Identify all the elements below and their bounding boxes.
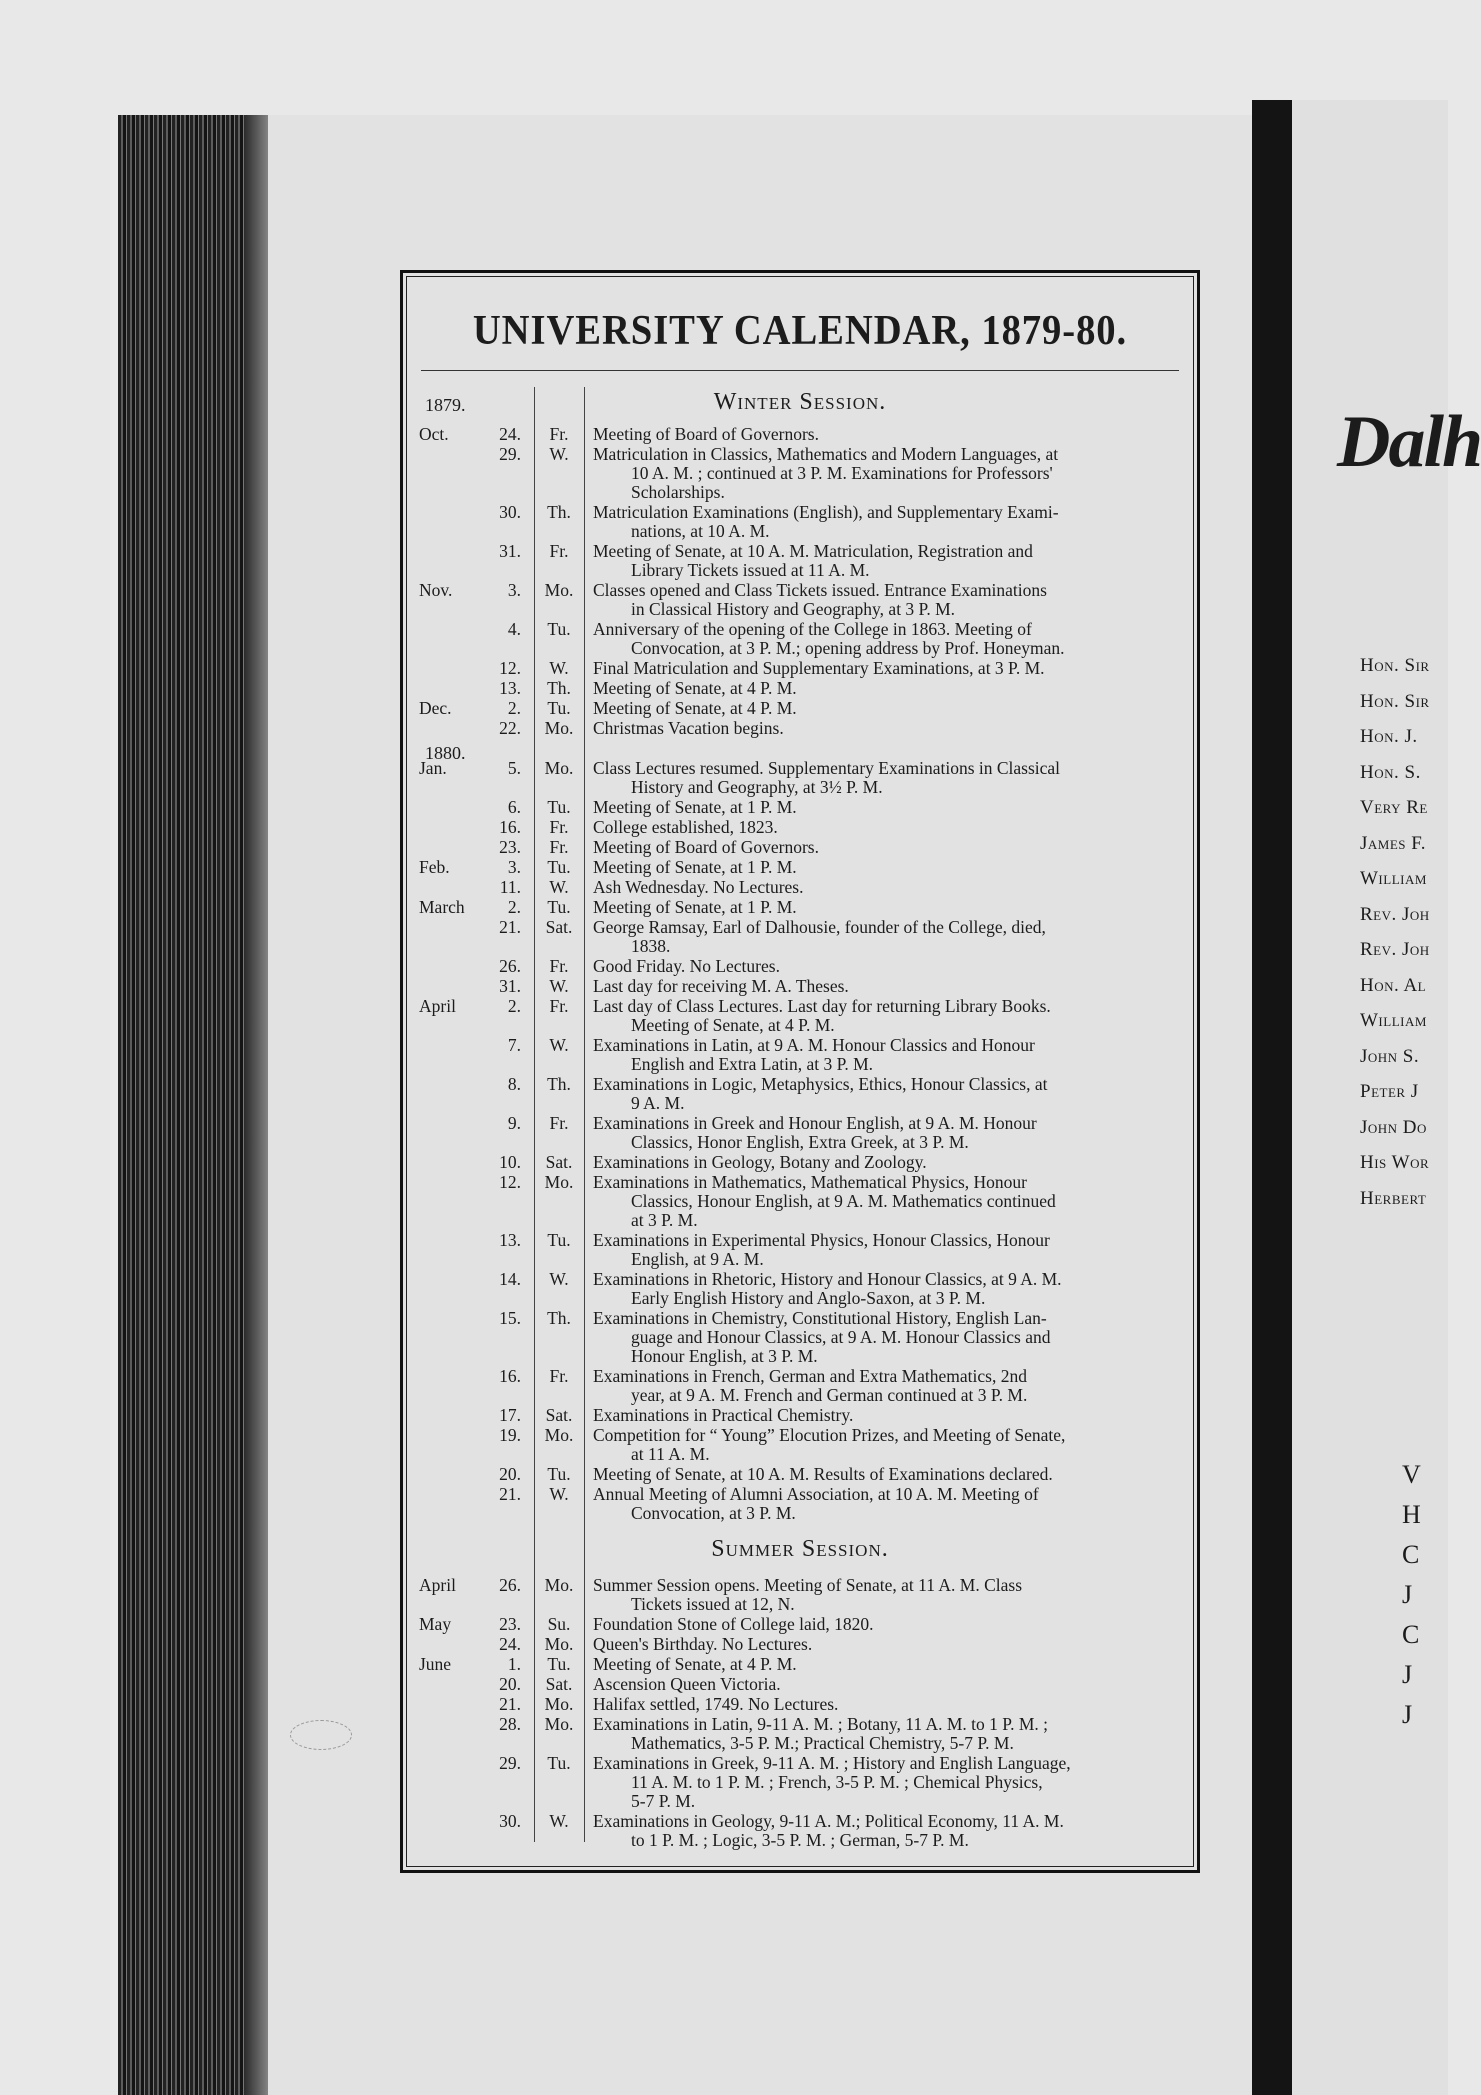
- entry-month: Nov.: [419, 580, 453, 600]
- entry-weekday: Tu.: [547, 797, 571, 817]
- entry-continuation-line: Classics, Honour English, at 9 A. M. Mathematics continued: [631, 1191, 1056, 1211]
- entry-weekday: Fr.: [549, 1113, 569, 1133]
- entry-line: Matriculation in Classics, Mathematics and Modern Languages, at: [593, 444, 1059, 464]
- officer-list-item: Hon. S.: [1360, 761, 1421, 783]
- entry-day: 4.: [507, 619, 521, 639]
- entry-continuation-line: Meeting of Senate, at 4 P. M.: [631, 1015, 835, 1035]
- entry-day: 23.: [499, 837, 521, 857]
- entry-weekday: Fr.: [549, 424, 569, 444]
- right-page-letter: V: [1402, 1460, 1421, 1489]
- entry-weekday: Th.: [547, 1308, 571, 1328]
- entry-line: George Ramsay, Earl of Dalhousie, founder of the College, died,: [593, 917, 1046, 937]
- officer-list-item: William: [1360, 1010, 1427, 1031]
- entry-weekday: Sat.: [545, 1405, 573, 1425]
- entry-continuation-line: 1838.: [631, 936, 671, 956]
- entry-day: 6.: [507, 797, 521, 817]
- entry-description: [593, 997, 1185, 1035]
- entry-line: Ascension Queen Victoria.: [593, 1674, 781, 1694]
- entry-day: 20.: [499, 1674, 521, 1694]
- entry-weekday: Th.: [547, 678, 571, 698]
- entry-description: [593, 918, 1185, 956]
- entry-day: 9.: [507, 1113, 521, 1133]
- entry-continuation-line: Classics, Honor English, Extra Greek, at 3 P. M.: [631, 1132, 969, 1152]
- entry-weekday: Mo.: [544, 1172, 574, 1192]
- officer-list-item: His Wor: [1360, 1152, 1430, 1173]
- entry-day: 26.: [499, 1575, 521, 1595]
- entry-description: [593, 542, 1185, 580]
- summer-session-heading: Summer Session.: [711, 1536, 889, 1562]
- entry-weekday: W.: [549, 877, 569, 897]
- entry-weekday: W.: [549, 1811, 569, 1831]
- entry-day: 20.: [499, 1464, 521, 1484]
- entry-day: 16.: [499, 817, 521, 837]
- entry-description: [593, 1075, 1185, 1113]
- entry-description: [593, 977, 1185, 996]
- entry-line: Examinations in Latin, 9-11 A. M. ; Botany, 11 A. M. to 1 P. M. ;: [593, 1714, 1048, 1734]
- entry-line: Queen's Birthday. No Lectures.: [593, 1634, 813, 1654]
- entry-line: Examinations in Greek and Honour English, at 9 A. M. Honour: [593, 1113, 1037, 1133]
- entry-description: [593, 1715, 1185, 1753]
- entry-weekday: Tu.: [547, 1654, 571, 1674]
- entry-description: [593, 503, 1185, 541]
- entry-description: [593, 1465, 1185, 1484]
- entry-line: Meeting of Senate, at 1 P. M.: [593, 797, 797, 817]
- entry-day: 30.: [499, 1811, 521, 1831]
- entry-continuation-line: Convocation, at 3 P. M.; opening address by Prof. Honeyman.: [631, 638, 1065, 658]
- entry-day: 12.: [499, 1172, 521, 1192]
- entry-weekday: Fr.: [549, 837, 569, 857]
- entry-line: Meeting of Senate, at 1 P. M.: [593, 897, 797, 917]
- entry-continuation-line: Mathematics, 3-5 P. M.; Practical Chemistry, 5-7 P. M.: [631, 1733, 1014, 1753]
- entry-description: [593, 1231, 1185, 1269]
- right-page-letter: C: [1402, 1620, 1420, 1649]
- entry-description: [593, 1153, 1185, 1172]
- entry-continuation-line: 10 A. M. ; continued at 3 P. M. Examinations for Professors': [631, 463, 1053, 483]
- entry-description: [593, 581, 1185, 619]
- entry-day: 2.: [507, 897, 521, 917]
- entry-continuation-line: Honour English, at 3 P. M.: [631, 1346, 818, 1366]
- entry-continuation-line: English and Extra Latin, at 3 P. M.: [631, 1054, 874, 1074]
- officer-list-item: William: [1360, 868, 1427, 889]
- entry-line: Meeting of Senate, at 4 P. M.: [593, 698, 797, 718]
- entry-weekday: Tu.: [547, 698, 571, 718]
- entry-weekday: Su.: [547, 1614, 571, 1634]
- entry-continuation-line: nations, at 10 A. M.: [631, 521, 770, 541]
- entry-weekday: Tu.: [547, 619, 571, 639]
- entry-continuation-line: 11 A. M. to 1 P. M. ; French, 3-5 P. M. ; Chemical Physics,: [631, 1772, 1043, 1792]
- entry-description: [593, 1406, 1185, 1425]
- entry-weekday: Mo.: [544, 1575, 574, 1595]
- entry-line: Examinations in Geology, Botany and Zoology.: [593, 1152, 927, 1172]
- entry-line: Halifax settled, 1749. No Lectures.: [593, 1694, 839, 1714]
- entry-line: Examinations in Latin, at 9 A. M. Honour Classics and Honour: [593, 1035, 1035, 1055]
- entry-month: Jan.: [419, 758, 447, 778]
- officer-list-item: Rev. Joh: [1360, 903, 1430, 925]
- entry-month: April: [419, 996, 456, 1016]
- entry-month: Dec.: [419, 698, 452, 718]
- entry-weekday: Fr.: [549, 541, 569, 561]
- entry-month: June: [419, 1654, 452, 1674]
- entry-continuation-line: Convocation, at 3 P. M.: [631, 1503, 796, 1523]
- entry-continuation-line: at 3 P. M.: [631, 1210, 698, 1230]
- entry-line: Foundation Stone of College laid, 1820.: [593, 1614, 874, 1634]
- entry-line: Examinations in Mathematics, Mathematical Physics, Honour: [593, 1172, 1028, 1192]
- entry-day: 16.: [499, 1366, 521, 1386]
- entry-month: Feb.: [419, 857, 450, 877]
- entry-month: Oct.: [419, 424, 449, 444]
- entry-continuation-line: 9 A. M.: [631, 1093, 685, 1113]
- officer-list-item: Hon. Al: [1360, 974, 1427, 996]
- entry-day: 31.: [499, 541, 521, 561]
- entry-description: [593, 1367, 1185, 1405]
- entry-description: [593, 1615, 1185, 1634]
- entry-day: 21.: [499, 1694, 521, 1714]
- entry-day: 3.: [507, 580, 521, 600]
- library-stamp: [290, 1720, 352, 1750]
- entry-day: 23.: [499, 1614, 521, 1634]
- entry-day: 17.: [499, 1405, 521, 1425]
- title-rule: [421, 370, 1179, 371]
- entry-description: [593, 1309, 1185, 1366]
- entry-line: Meeting of Senate, at 10 A. M. Results of Examinations declared.: [593, 1464, 1053, 1484]
- entry-weekday: Mo.: [544, 1634, 574, 1654]
- officer-list-item: Peter J: [1360, 1081, 1419, 1102]
- entry-description: [593, 798, 1185, 817]
- entry-continuation-line: to 1 P. M. ; Logic, 3-5 P. M. ; German, 5-7 P. M.: [631, 1830, 969, 1850]
- entry-line: Annual Meeting of Alumni Association, at 10 A. M. Meeting of: [593, 1484, 1039, 1504]
- officer-list-item: Hon. Sir: [1360, 690, 1430, 712]
- entry-weekday: Tu.: [547, 857, 571, 877]
- entry-line: Examinations in Logic, Metaphysics, Ethics, Honour Classics, at: [593, 1074, 1048, 1094]
- entry-day: 24.: [499, 424, 521, 444]
- entry-day: 8.: [507, 1074, 521, 1094]
- entry-description: [593, 1754, 1185, 1811]
- entry-continuation-line: year, at 9 A. M. French and German continued at 3 P. M.: [631, 1385, 1028, 1405]
- entry-line: Last day for receiving M. A. Theses.: [593, 976, 849, 996]
- entry-day: 3.: [507, 857, 521, 877]
- entry-description: [593, 699, 1185, 718]
- entry-weekday: Mo.: [544, 1425, 574, 1445]
- entry-month: May: [419, 1614, 452, 1634]
- entry-day: 12.: [499, 658, 521, 678]
- entry-day: 2.: [507, 996, 521, 1016]
- entry-weekday: W.: [549, 1484, 569, 1504]
- entry-day: 14.: [499, 1269, 521, 1289]
- entry-weekday: Tu.: [547, 1464, 571, 1484]
- entry-line: Examinations in Experimental Physics, Honour Classics, Honour: [593, 1230, 1050, 1250]
- entry-description: [593, 1695, 1185, 1714]
- entry-weekday: Mo.: [544, 758, 574, 778]
- officer-list-item: Rev. Joh: [1360, 939, 1430, 960]
- entry-day: 31.: [499, 976, 521, 996]
- entry-description: [593, 1576, 1185, 1614]
- officer-list-item: Herbert: [1360, 1187, 1427, 1209]
- entry-description: [593, 1114, 1185, 1152]
- entry-description: [593, 957, 1185, 976]
- entry-weekday: Th.: [547, 502, 571, 522]
- entry-line: Christmas Vacation begins.: [593, 718, 784, 738]
- entry-line: Class Lectures resumed. Supplementary Examinations in Classical: [593, 758, 1061, 778]
- entry-weekday: Sat.: [545, 1674, 573, 1694]
- entry-description: [593, 620, 1185, 658]
- entry-weekday: Fr.: [549, 817, 569, 837]
- officer-list-item: John Do: [1360, 1116, 1427, 1138]
- entry-day: 26.: [499, 956, 521, 976]
- entry-weekday: Tu.: [547, 897, 571, 917]
- book-gutter: [1252, 100, 1294, 2095]
- officer-list-item: Very Re: [1360, 797, 1428, 818]
- entry-day: 19.: [499, 1425, 521, 1445]
- entry-line: Meeting of Senate, at 4 P. M.: [593, 1654, 797, 1674]
- officer-list-item: John S.: [1360, 1045, 1420, 1067]
- entry-day: 28.: [499, 1714, 521, 1734]
- entry-day: 11.: [499, 877, 521, 897]
- entry-line: Summer Session opens. Meeting of Senate, at 11 A. M. Class: [593, 1575, 1023, 1595]
- entry-line: Meeting of Senate, at 10 A. M. Matriculation, Registration and: [593, 541, 1033, 561]
- entry-description: [593, 1173, 1185, 1230]
- entry-description: [593, 858, 1185, 877]
- entry-continuation-line: guage and Honour Classics, at 9 A. M. Honour Classics and: [631, 1327, 1051, 1347]
- entry-line: Examinations in Geology, 9-11 A. M.; Political Economy, 11 A. M.: [593, 1811, 1064, 1831]
- entry-description: [593, 878, 1185, 897]
- entry-weekday: Fr.: [549, 1366, 569, 1386]
- calendar-inner-border: [406, 276, 1194, 1867]
- entry-continuation-line: Early English History and Anglo-Saxon, at 3 P. M.: [631, 1288, 986, 1308]
- entry-line: Examinations in Chemistry, Constitutional History, English Lan-: [593, 1308, 1047, 1328]
- entry-day: 13.: [499, 1230, 521, 1250]
- officer-list-item: Hon. J.: [1360, 726, 1418, 747]
- entry-day: 7.: [507, 1035, 521, 1055]
- entry-weekday: Mo.: [544, 1694, 574, 1714]
- entry-weekday: W.: [549, 976, 569, 996]
- right-page-letter: C: [1402, 1540, 1420, 1569]
- year-label-1879: 1879.: [425, 395, 466, 415]
- right-page-letter: H: [1402, 1500, 1421, 1529]
- entry-weekday: Tu.: [547, 1230, 571, 1250]
- entry-line: Examinations in Greek, 9-11 A. M. ; History and English Language,: [593, 1753, 1071, 1773]
- entry-line: College established, 1823.: [593, 817, 778, 837]
- entry-weekday: W.: [549, 1269, 569, 1289]
- entry-description: [593, 659, 1185, 678]
- entry-month: April: [419, 1575, 456, 1595]
- entry-day: 29.: [499, 1753, 521, 1773]
- entry-description: [593, 1426, 1185, 1464]
- entry-description: [593, 898, 1185, 917]
- right-page-letter: J: [1402, 1660, 1413, 1689]
- entry-line: Meeting of Senate, at 4 P. M.: [593, 678, 797, 698]
- column-rule-weekday: [584, 387, 585, 1842]
- officer-list-item: James F.: [1360, 832, 1427, 854]
- entry-day: 2.: [507, 698, 521, 718]
- entry-line: Final Matriculation and Supplementary Examinations, at 3 P. M.: [593, 658, 1045, 678]
- entry-continuation-line: 5-7 P. M.: [631, 1791, 696, 1811]
- entry-description: [593, 1655, 1185, 1674]
- entry-weekday: W.: [549, 658, 569, 678]
- entry-day: 22.: [499, 718, 521, 738]
- entry-weekday: Fr.: [549, 996, 569, 1016]
- entry-weekday: Mo.: [544, 1714, 574, 1734]
- entry-day: 13.: [499, 678, 521, 698]
- entry-month: March: [419, 897, 465, 917]
- entry-line: Classes opened and Class Tickets issued. Entrance Examinations: [593, 580, 1047, 600]
- entry-line: Meeting of Board of Governors.: [593, 837, 819, 857]
- officer-list-item: Hon. Sir: [1360, 655, 1430, 676]
- entry-line: Matriculation Examinations (English), and Supplementary Exami-: [593, 502, 1059, 522]
- entry-weekday: Fr.: [549, 956, 569, 976]
- entry-line: Examinations in Practical Chemistry.: [593, 1405, 854, 1425]
- entry-continuation-line: in Classical History and Geography, at 3 P. M.: [631, 599, 956, 619]
- entry-continuation-line: Tickets issued at 12, N.: [631, 1594, 795, 1614]
- entry-weekday: Sat.: [545, 1152, 573, 1172]
- entry-weekday: Tu.: [547, 1753, 571, 1773]
- entry-weekday: W.: [549, 1035, 569, 1055]
- right-page: [1292, 100, 1481, 2095]
- entry-description: [593, 425, 1185, 444]
- entry-line: Anniversary of the opening of the College in 1863. Meeting of: [593, 619, 1032, 639]
- entry-day: 15.: [499, 1308, 521, 1328]
- entry-continuation-line: English, at 9 A. M.: [631, 1249, 764, 1269]
- entry-continuation-line: Library Tickets issued at 11 A. M.: [631, 560, 870, 580]
- entry-description: [593, 1485, 1185, 1523]
- entry-line: Ash Wednesday. No Lectures.: [593, 877, 804, 897]
- entry-weekday: Sat.: [545, 917, 573, 937]
- entry-weekday: Mo.: [544, 718, 574, 738]
- entry-description: [593, 679, 1185, 698]
- entry-line: Good Friday. No Lectures.: [593, 956, 780, 976]
- entry-description: [593, 1812, 1185, 1850]
- entry-line: Competition for “ Young” Elocution Prizes, and Meeting of Senate,: [593, 1425, 1066, 1445]
- entry-line: Meeting of Board of Governors.: [593, 424, 819, 444]
- entry-description: [593, 719, 1185, 738]
- entry-description: [593, 759, 1185, 797]
- entry-day: 29.: [499, 444, 521, 464]
- entry-day: 5.: [507, 758, 521, 778]
- entry-description: [593, 1270, 1185, 1308]
- entry-day: 21.: [499, 1484, 521, 1504]
- entry-weekday: Th.: [547, 1074, 571, 1094]
- entry-description: [593, 445, 1185, 502]
- right-page-letter: J: [1402, 1580, 1413, 1609]
- right-page-letter: J: [1402, 1700, 1413, 1729]
- entry-day: 24.: [499, 1634, 521, 1654]
- entry-day: 30.: [499, 502, 521, 522]
- entry-day: 1.: [507, 1654, 521, 1674]
- entry-continuation-line: at 11 A. M.: [631, 1444, 710, 1464]
- entry-description: [593, 838, 1185, 857]
- entry-day: 21.: [499, 917, 521, 937]
- entry-continuation-line: History and Geography, at 3½ P. M.: [631, 777, 883, 797]
- entry-weekday: W.: [549, 444, 569, 464]
- entry-weekday: Mo.: [544, 580, 574, 600]
- entry-continuation-line: Scholarships.: [631, 482, 725, 502]
- entry-description: [593, 1036, 1185, 1074]
- entry-line: Meeting of Senate, at 1 P. M.: [593, 857, 797, 877]
- entry-line: Examinations in French, German and Extra Mathematics, 2nd: [593, 1366, 1027, 1386]
- right-page-masthead: Dalh: [1337, 401, 1481, 483]
- winter-session-heading: Winter Session.: [713, 389, 887, 415]
- calendar-frame: [400, 270, 1200, 1873]
- entry-line: Examinations in Rhetoric, History and Honour Classics, at 9 A. M.: [593, 1269, 1062, 1289]
- year-label-1880: 1880.: [425, 743, 466, 763]
- entry-day: 10.: [499, 1152, 521, 1172]
- entry-description: [593, 818, 1185, 837]
- entry-description: [593, 1635, 1185, 1654]
- entry-description: [593, 1675, 1185, 1694]
- calendar-title: UNIVERSITY CALENDAR, 1879-80.: [472, 308, 1128, 354]
- entry-line: Last day of Class Lectures. Last day for returning Library Books.: [593, 996, 1051, 1016]
